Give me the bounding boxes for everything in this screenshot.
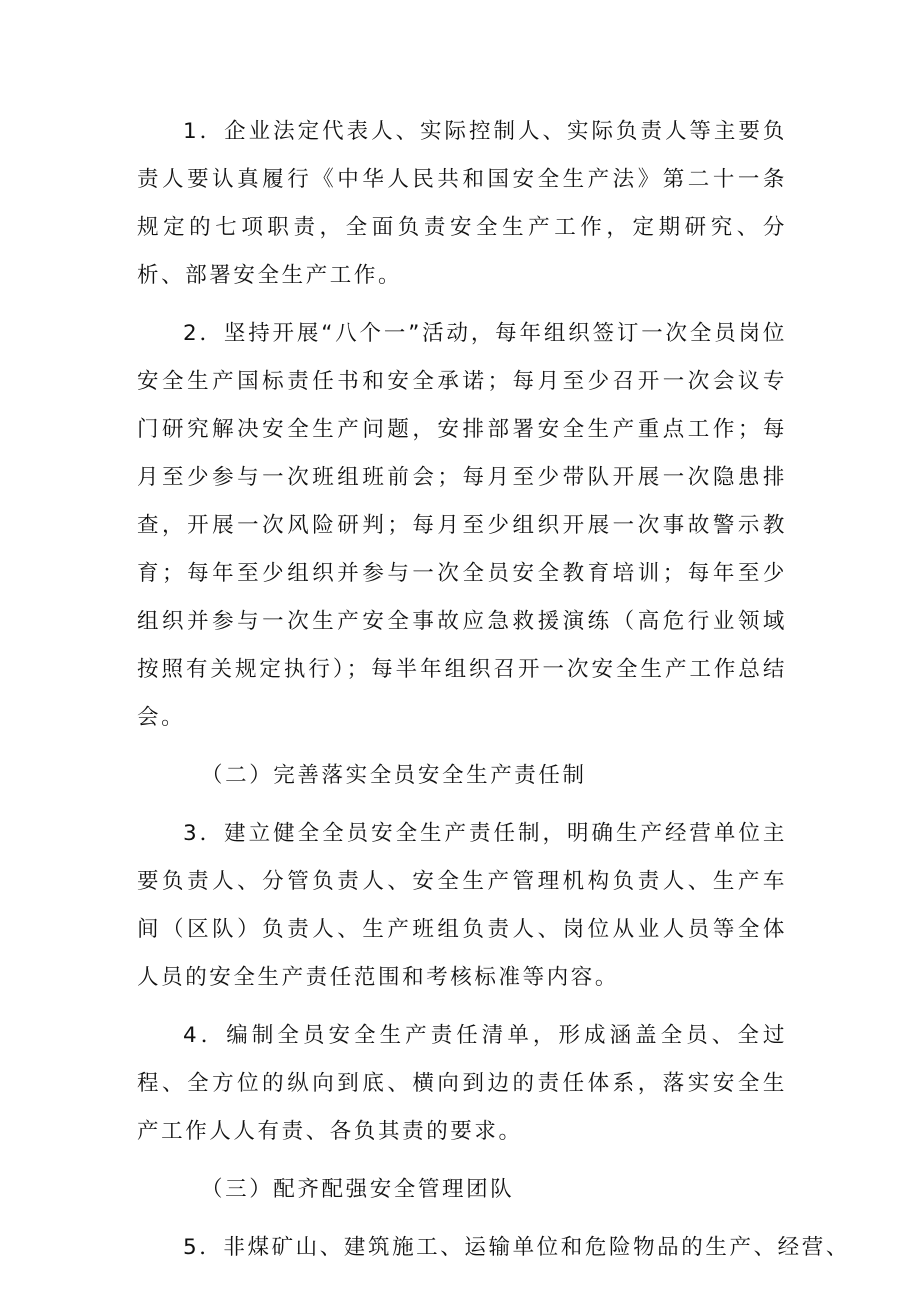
document-page <box>137 108 850 1272</box>
paragraph-item-5: 5．非煤矿山、建筑施工、运输单位和危险物品的生产、经营、 <box>183 1235 850 1260</box>
paragraph-item-3: 3．建立健全全员安全生产责任制，明确生产经营单位主要负责人、分管负责人、安全生产管理机构负责人、生产车间（区队）负责人、生产班组负责人、岗位从业人员等全体人员的安全生产责任范围和考核标准等内容。 <box>137 821 787 990</box>
section-heading-3: （三）配齐配强安全管理团队 <box>201 1177 515 1202</box>
paragraph-item-1: 1．企业法定代表人、实际控制人、实际负责人等主要负责人要认真履行《中华人民共和国安全生产法》第二十一条规定的七项职责，全面负责安全生产工作，定期研究、分析、部署安全生产工作。 <box>137 119 787 288</box>
paragraph-item-2: 2．坚持开展“八个一”活动，每年组织签订一次全员岗位安全生产国标责任书和安全承诺；每月至少召开一次会议专门研究解决安全生产问题，安排部署安全生产重点工作；每月至少参与一次班组班前会；每月至少带队开展一次隐患排查，开展一次风险研判；每月至少组织开展一次事故警示教育；每年至少组织并参与一次全员安全教育培训；每年至少组织并参与一次生产安全事故应急救援演练（高危行业领域按照有关规定执行）；每半年组织召开一次安全生产工作总结会。 <box>137 321 787 730</box>
section-heading-2: （二）完善落实全员安全生产责任制 <box>201 763 587 788</box>
paragraph-item-4: 4．编制全员安全生产责任清单，形成涵盖全员、全过程、全方位的纵向到底、横向到边的责任体系，落实安全生产工作人人有责、各负其责的要求。 <box>137 1023 787 1144</box>
